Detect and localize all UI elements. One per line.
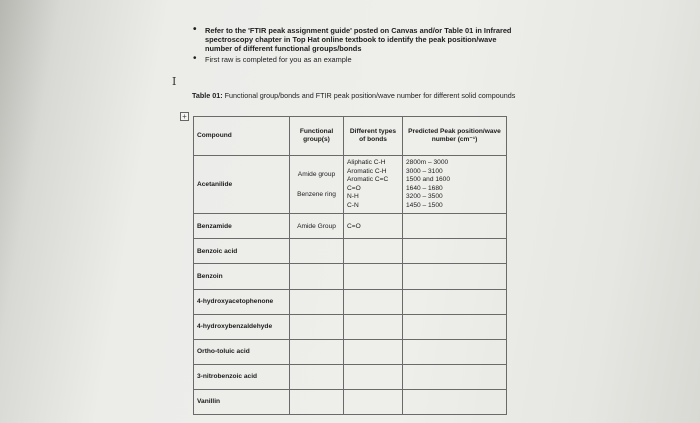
predicted-cell[interactable] bbox=[403, 264, 507, 289]
compound-cell[interactable]: 4-hydroxyacetophenone bbox=[194, 289, 290, 314]
bonds-cell[interactable] bbox=[344, 156, 403, 214]
compound-cell[interactable]: Vanillin bbox=[194, 389, 290, 414]
functional-group-cell[interactable] bbox=[290, 289, 344, 314]
predicted-value: 1500 and 1600 bbox=[406, 176, 451, 184]
functional-group-cell[interactable] bbox=[290, 314, 344, 339]
functional-group-cell[interactable]: Amide Group bbox=[290, 214, 344, 239]
predicted-cell[interactable] bbox=[403, 214, 507, 239]
instruction-item: • First raw is completed for you as an example bbox=[193, 55, 523, 64]
compound-cell[interactable]: 3-nitrobenzoic acid bbox=[194, 364, 290, 389]
compound-cell[interactable]: Benzamide bbox=[194, 214, 290, 239]
compound-cell[interactable]: Benzoin bbox=[194, 264, 290, 289]
header-bonds: Different types of bonds bbox=[344, 117, 403, 156]
instruction-item: • Refer to the 'FTIR peak assignment guide' posted on Canvas and/or Table 01 in Infrared spectroscopy chapter in Top Hat online textbook to identify the peak position/wave number of different functional groups/bonds bbox=[193, 26, 523, 54]
predicted-value: 3200 – 3500 bbox=[406, 193, 443, 201]
table-move-handle-icon[interactable]: + bbox=[180, 112, 189, 121]
functional-group-cell[interactable] bbox=[290, 264, 344, 289]
table-row bbox=[194, 389, 507, 414]
bond-value: N-H bbox=[347, 193, 359, 201]
predicted-cell[interactable] bbox=[403, 314, 507, 339]
functional-group-cell[interactable] bbox=[290, 389, 344, 414]
functional-group-cell[interactable] bbox=[290, 156, 344, 214]
table-caption bbox=[192, 91, 522, 100]
table-row bbox=[194, 289, 507, 314]
header-predicted: Predicted Peak position/wave number (cm⁻¹) bbox=[403, 117, 507, 156]
bonds-cell[interactable]: C=O bbox=[344, 214, 403, 239]
predicted-value: 1450 – 1500 bbox=[406, 201, 443, 209]
predicted-value: 1640 – 1680 bbox=[406, 184, 443, 192]
bonds-cell[interactable] bbox=[344, 239, 403, 264]
predicted-cell[interactable] bbox=[403, 364, 507, 389]
functional-group-cell[interactable] bbox=[290, 339, 344, 364]
table-header-row bbox=[194, 117, 507, 156]
header-compound: Compound bbox=[194, 117, 290, 156]
compound-cell[interactable]: 4-hydroxybenzaldehyde bbox=[194, 314, 290, 339]
header-functional-group: Functional group(s) bbox=[290, 117, 344, 156]
text-cursor-icon: I bbox=[172, 75, 177, 88]
bonds-cell[interactable] bbox=[344, 364, 403, 389]
bond-value: C-N bbox=[347, 201, 359, 209]
bonds-cell[interactable] bbox=[344, 339, 403, 364]
bond-value: C=O bbox=[347, 184, 361, 192]
instruction-list bbox=[193, 26, 523, 65]
compound-cell[interactable]: Benzoic acid bbox=[194, 239, 290, 264]
table-row bbox=[194, 364, 507, 389]
compound-cell[interactable]: Acetanilide bbox=[194, 156, 290, 214]
table-row bbox=[194, 214, 507, 239]
table-row bbox=[194, 239, 507, 264]
predicted-cell[interactable] bbox=[403, 156, 507, 214]
functional-group-value: Benzene ring bbox=[297, 190, 336, 198]
table-row bbox=[194, 156, 507, 214]
functional-group-cell[interactable] bbox=[290, 239, 344, 264]
predicted-cell[interactable] bbox=[403, 239, 507, 264]
bonds-cell[interactable] bbox=[344, 289, 403, 314]
table-row bbox=[194, 264, 507, 289]
predicted-cell[interactable] bbox=[403, 389, 507, 414]
predicted-value: 2800m – 3000 bbox=[406, 158, 449, 166]
predicted-value: 3000 – 3100 bbox=[406, 167, 443, 175]
predicted-cell[interactable] bbox=[403, 339, 507, 364]
bond-value: Aromatic C=C bbox=[347, 176, 389, 184]
table-row bbox=[194, 339, 507, 364]
functional-group-cell[interactable] bbox=[290, 364, 344, 389]
bonds-cell[interactable] bbox=[344, 264, 403, 289]
bond-value: Aliphatic C-H bbox=[347, 158, 386, 166]
bonds-cell[interactable] bbox=[344, 389, 403, 414]
compound-cell[interactable]: Ortho-toluic acid bbox=[194, 339, 290, 364]
ftir-table bbox=[193, 116, 507, 415]
bonds-cell[interactable] bbox=[344, 314, 403, 339]
predicted-cell[interactable] bbox=[403, 289, 507, 314]
functional-group-value: Amide group bbox=[297, 170, 336, 178]
table-row bbox=[194, 314, 507, 339]
bond-value: Aromatic C-H bbox=[347, 167, 387, 175]
table-caption-label: Table 01: bbox=[192, 91, 223, 100]
table-caption-text: Functional group/bonds and FTIR peak position/wave number for different solid compounds bbox=[224, 91, 516, 100]
